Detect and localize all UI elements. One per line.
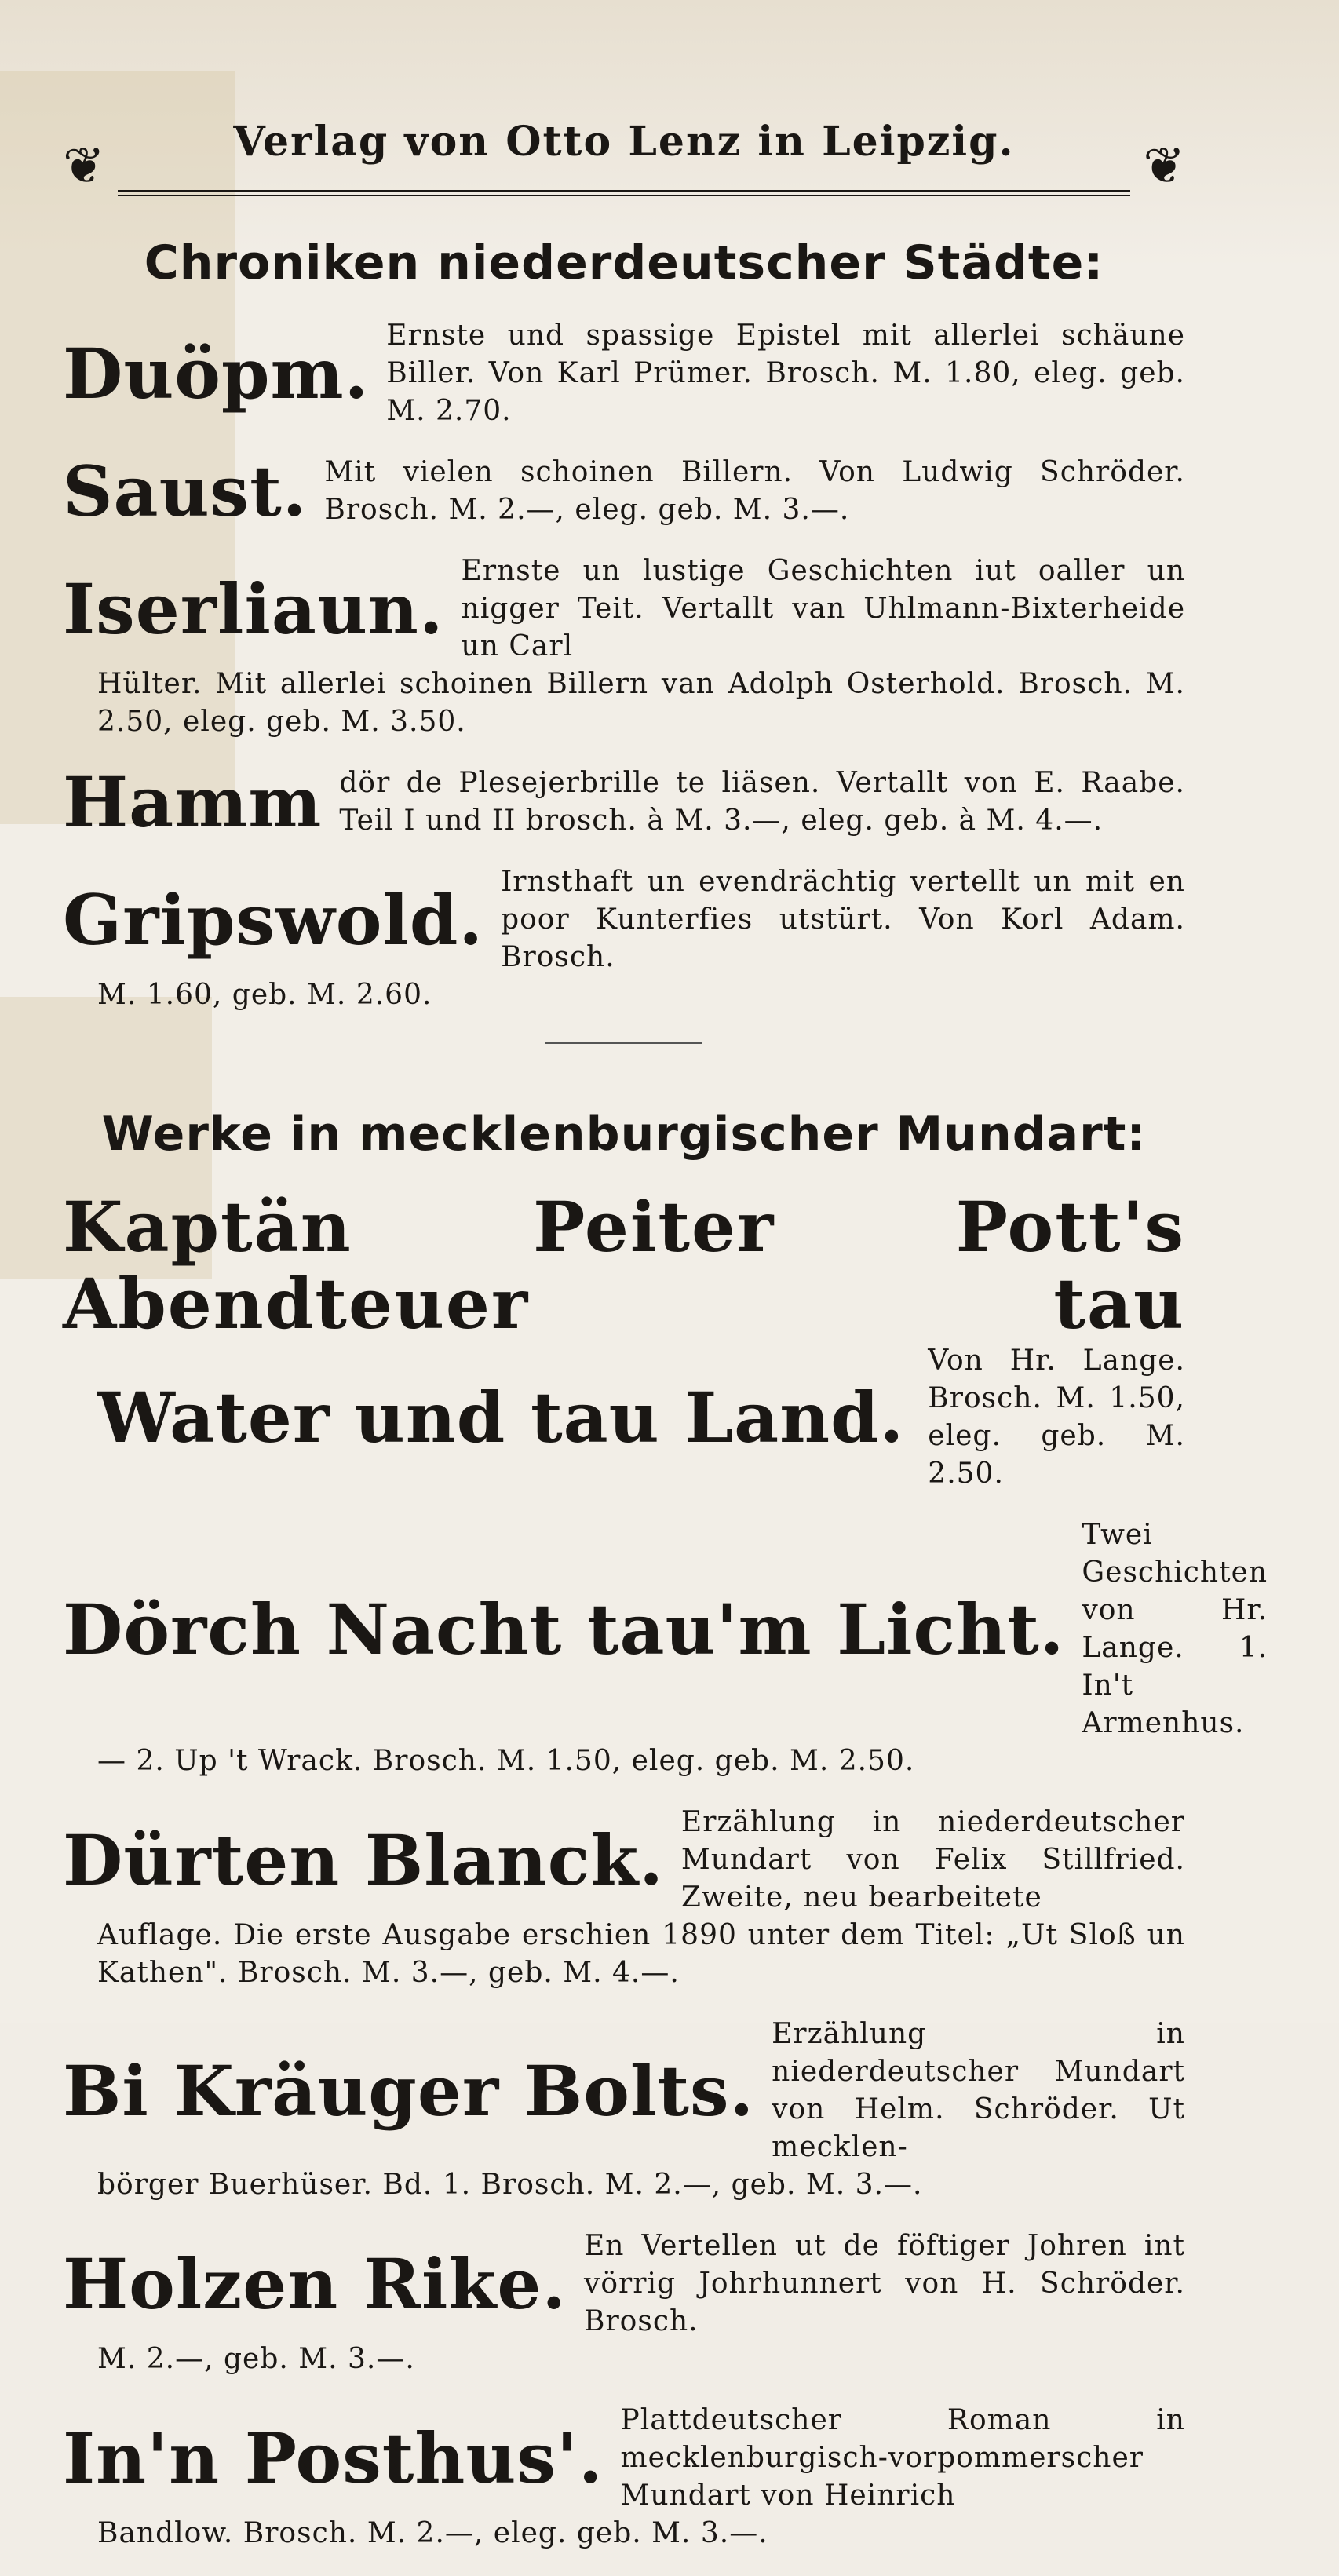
entry-description: Plattdeutscher Roman in mecklenburgisch-vorpommerscher Mundart von Heinrich <box>620 2404 1185 2512</box>
list-item <box>63 1804 1185 1992</box>
entry-description: Twei Geschichten von Hr. Lange. 1. In't Armenhus. <box>1082 1519 1268 1739</box>
entry-title: Gripswold. <box>63 879 484 961</box>
list-item <box>63 761 1185 843</box>
entry-continuation: börger Buerhüser. Bd. 1. Brosch. M. 2.—, geb. M. 3.—. <box>97 2169 923 2201</box>
entry-continuation: Auflage. Die erste Ausgabe erschien 1890 unter dem Titel: „Ut Sloß un Kathen". Brosch. M. 3.—, geb. M. 4.—. <box>97 1919 1185 1989</box>
entry-title: Iserliaun. <box>63 568 444 650</box>
page-content <box>63 118 1268 2576</box>
entry-title: Water und tau Land. <box>97 1377 905 1458</box>
list-item <box>63 553 1185 741</box>
entry-title: Hamm <box>63 761 323 843</box>
entry-title: Duöpm. <box>63 333 370 414</box>
entry-description: En Vertellen ut de föftiger Johren int vörrig Johrhunnert von H. Schröder. Brosch. <box>584 2230 1185 2337</box>
entry-title: Holzen Rike. <box>63 2243 567 2325</box>
entry-description: Irnsthaft un evendrächtig vertellt un mit en poor Kunterfies utstürt. Von Korl Adam. Brosch. <box>501 866 1185 973</box>
section-divider <box>545 1042 702 1044</box>
entry-description: Von Hr. Lange. Brosch. M. 1.50, eleg. geb. M. 2.50. <box>928 1345 1185 1490</box>
entry-description: dör de Plesejerbrille te liäsen. Vertallt von E. Raabe. Teil I und II brosch. à M. 3.—, eleg. geb. à M. 4.—. <box>339 767 1185 837</box>
entry-description: Ernste un lustige Geschichten iut oaller un nigger Teit. Vertallt van Uhlmann-Bixterheide un Carl <box>461 555 1185 662</box>
flourish-right-icon: ❦ <box>1143 137 1185 195</box>
list-item <box>63 1516 1268 1780</box>
entry-title: Kaptän Peiter Pott's Abendteuer tau <box>63 1186 1185 1345</box>
list-item <box>63 451 1185 532</box>
list-item <box>63 2228 1185 2378</box>
list-item <box>63 2402 1185 2552</box>
list-item <box>63 2016 1185 2204</box>
section-heading-chroniken: Chroniken niederdeutscher Städte: <box>144 235 1104 290</box>
publisher-header <box>63 118 1185 204</box>
publisher-title: Verlag von Otto Lenz in Leipzig. <box>233 118 1015 166</box>
entry-continuation: Bandlow. Brosch. M. 2.—, eleg. geb. M. 3.—. <box>97 2517 768 2549</box>
entry-continuation: Hülter. Mit allerlei schoinen Billern van Adolph Osterhold. Brosch. M. 2.50, eleg. geb. M. 3.50. <box>97 668 1185 738</box>
entry-title: Dürten Blanck. <box>63 1819 664 1901</box>
flourish-left-icon: ❦ <box>63 137 105 195</box>
entry-continuation: — 2. Up 't Wrack. Brosch. M. 1.50, eleg. geb. M. 2.50. <box>97 1745 915 1777</box>
entry-continuation: M. 2.—, geb. M. 3.—. <box>97 2343 415 2375</box>
entry-title: Dörch Nacht tau'm Licht. <box>63 1589 1065 1670</box>
list-item <box>63 1188 1185 1493</box>
section-heading-werke: Werke in mecklenburgischer Mundart: <box>101 1107 1147 1162</box>
entry-description: Erzählung in niederdeutscher Mundart von Felix Stillfried. Zweite, neu bearbeitete <box>680 1806 1185 1914</box>
entry-title: In'n Posthus'. <box>63 2417 604 2499</box>
list-item <box>63 317 1185 430</box>
entry-description: Erzählung in niederdeutscher Mundart von Helm. Schröder. Ut mecklen- <box>772 2018 1185 2163</box>
entry-continuation: M. 1.60, geb. M. 2.60. <box>97 979 432 1011</box>
header-rule <box>118 190 1130 196</box>
entry-title: Saust. <box>63 451 308 532</box>
entry-title: Bi Kräuger Bolts. <box>63 2050 755 2132</box>
entry-description: Mit vielen schoinen Billern. Von Ludwig Schröder. Brosch. M. 2.—, eleg. geb. M. 3.—. <box>324 456 1185 526</box>
entry-description: Ernste und spassige Epistel mit allerlei schäune Biller. Von Karl Prümer. Brosch. M. 1.80, eleg. geb. M. 2.70. <box>386 319 1185 427</box>
list-item <box>63 863 1185 1014</box>
